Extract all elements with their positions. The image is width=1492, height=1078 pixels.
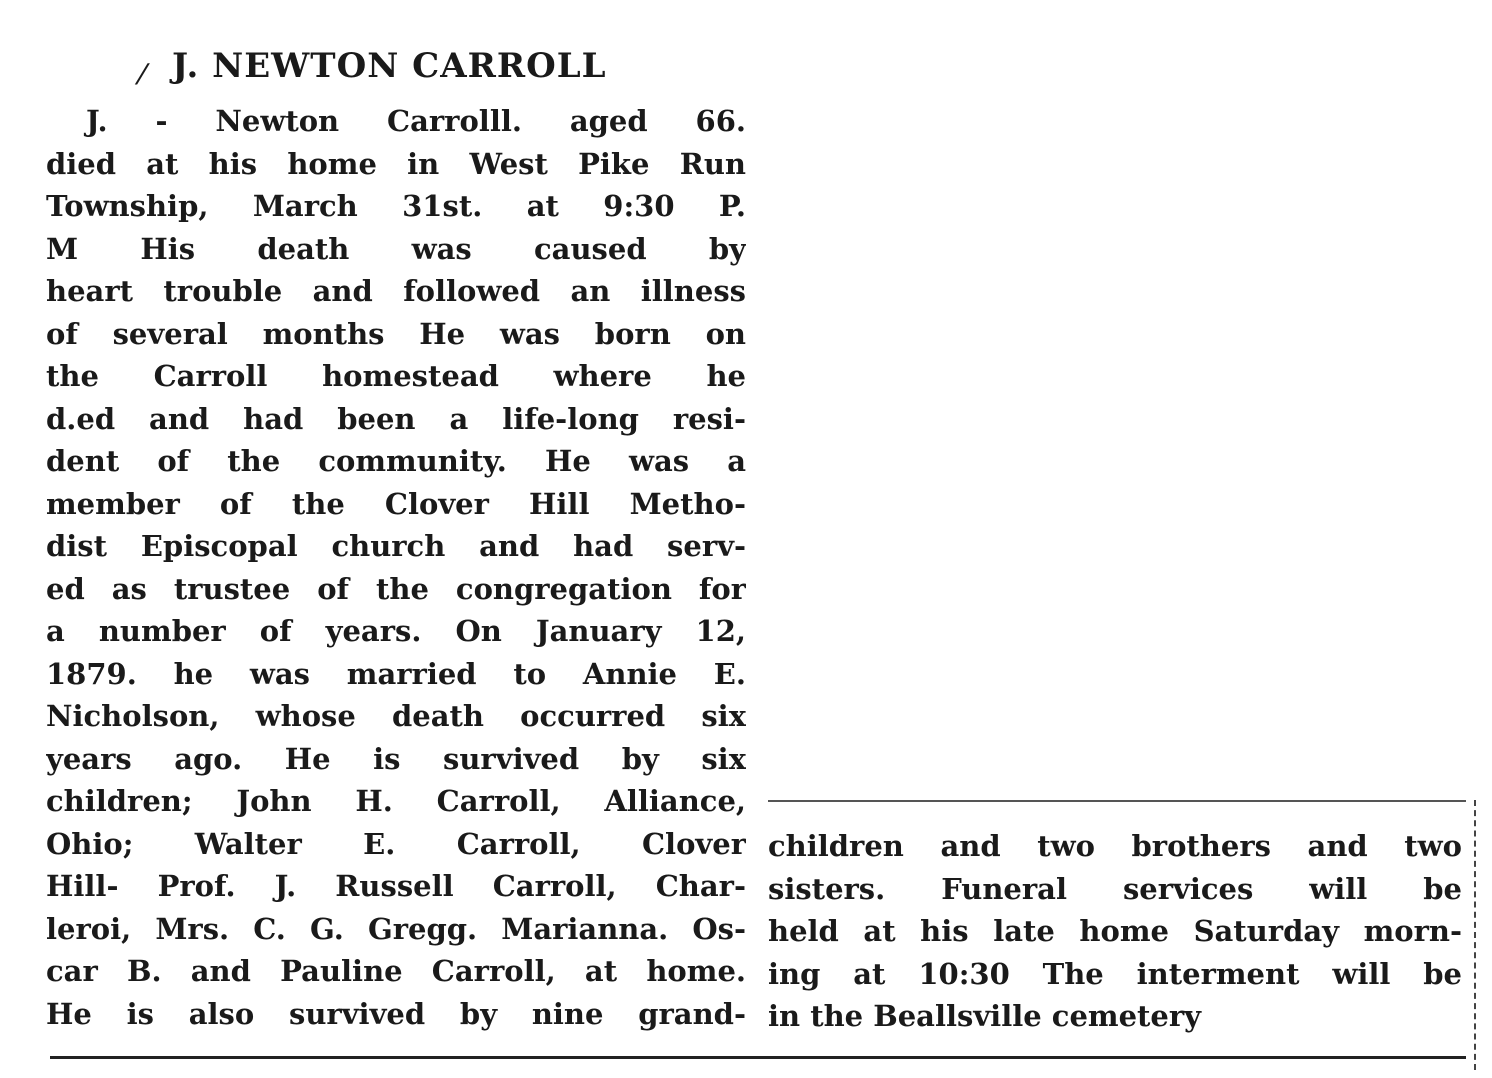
text-line: M His death was caused by — [46, 231, 746, 266]
headline-mark: ⁄ — [140, 58, 145, 91]
text-line: the Carroll homestead where he — [46, 359, 746, 393]
text-line: 1879. he was married to Annie E. — [46, 656, 746, 691]
bottom-rule — [50, 1056, 1466, 1059]
text-line: years ago. He is survived by six — [46, 741, 746, 776]
text-line: heart trouble and followed an illness — [46, 274, 746, 308]
text-line: ing at 10:30 The interment will be — [768, 956, 1462, 991]
text-line: d.ed and had been a life-long resi- — [46, 401, 746, 436]
text-line: children and two brothers and two — [768, 829, 1462, 863]
text-line: dent of the community. He was a — [46, 444, 746, 478]
text-line: Ohio; Walter E. Carroll, Clover — [46, 826, 746, 861]
text-line: of several months He was born on — [46, 316, 746, 351]
article-column-left — [46, 100, 746, 1035]
text-line: He is also survived by nine grand- — [46, 996, 746, 1031]
text-line: in the Beallsville cemetery — [768, 999, 1202, 1033]
text-line: children; John H. Carroll, Alliance, — [46, 784, 746, 818]
column-divider-rule — [768, 800, 1466, 802]
text-line: car B. and Pauline Carroll, at home. — [46, 954, 746, 988]
text-line: member of the Clover Hill Metho- — [46, 486, 746, 521]
text-line: sisters. Funeral services will be — [768, 871, 1462, 906]
text-line: ed as trustee of the congregation for — [46, 571, 746, 606]
text-line: Hill- Prof. J. Russell Carroll, Char- — [46, 869, 746, 903]
text-line: dist Episcopal church and had serv- — [46, 529, 746, 563]
article-column-right — [768, 825, 1462, 1038]
text-line: a number of years. On January 12, — [46, 614, 746, 648]
clipping-edge-rule — [1474, 800, 1476, 1070]
text-line: held at his late home Saturday morn- — [768, 914, 1462, 948]
text-line: leroi, Mrs. C. G. Gregg. Marianna. Os- — [46, 911, 746, 946]
text-line: Nicholson, whose death occurred six — [46, 699, 746, 733]
headline: J. NEWTON CARROLL — [172, 46, 607, 86]
text-line: died at his home in West Pike Run — [46, 146, 746, 181]
text-line: J. - Newton Carrolll. aged 66. — [86, 104, 746, 138]
text-line: Township, March 31st. at 9:30 P. — [46, 189, 746, 223]
